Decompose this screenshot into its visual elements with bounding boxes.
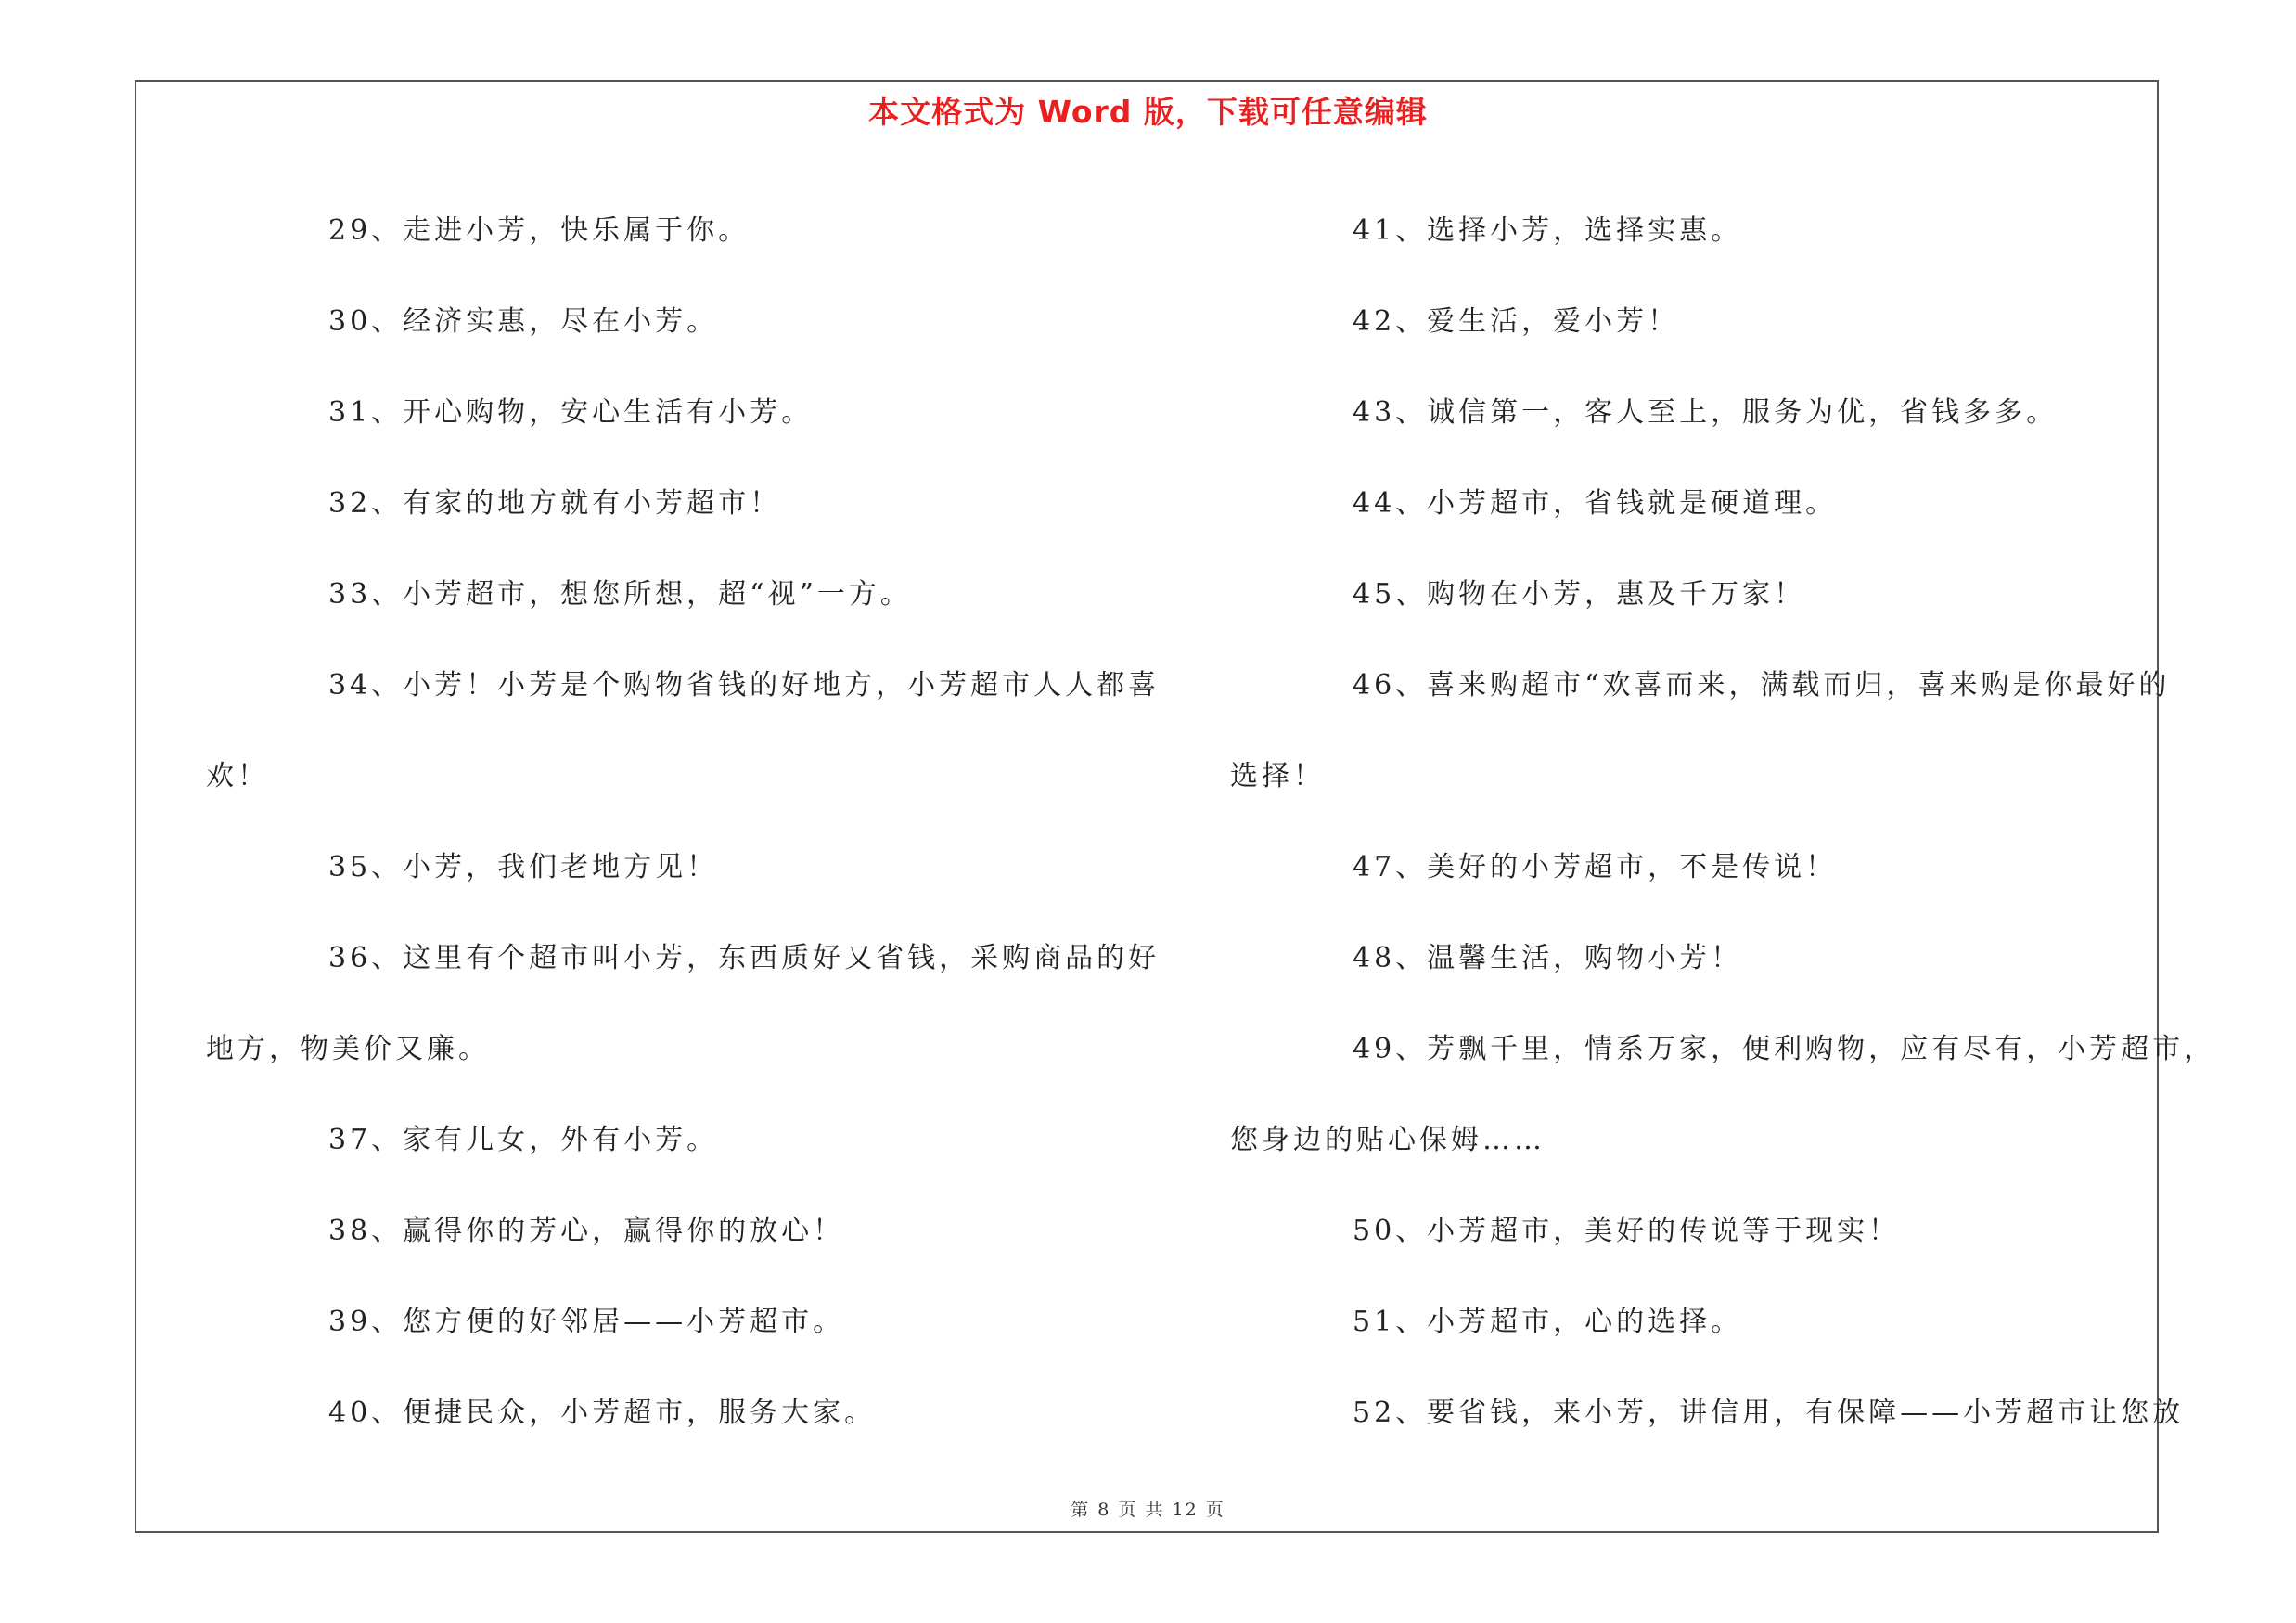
slogan-line: 36、这里有个超市叫小芳，东西质好又省钱，采购商品的好 — [328, 942, 1161, 974]
slogan-line: 31、开心购物，安心生活有小芳。 — [328, 396, 814, 429]
slogan-item — [1230, 1004, 2216, 1186]
slogan-line: 34、小芳！小芳是个购物省钱的好地方，小芳超市人人都喜 — [328, 669, 1161, 702]
slogan-item — [206, 549, 1134, 640]
right-column — [1230, 186, 2216, 1459]
slogan-item — [1230, 1186, 2158, 1277]
slogan-continuation-line: 欢！ — [206, 760, 269, 792]
slogan-item — [1230, 822, 2158, 913]
slogan-item — [206, 1095, 1134, 1186]
slogan-item — [206, 913, 1161, 1095]
slogan-item — [1230, 913, 2158, 1004]
slogan-item — [206, 640, 1161, 822]
slogan-item — [1230, 458, 2158, 549]
slogan-line: 43、诚信第一，客人至上，服务为优，省钱多多。 — [1353, 396, 2059, 429]
slogan-continuation-line: 地方，物美价又廉。 — [206, 1033, 490, 1065]
slogan-item — [1230, 640, 2171, 822]
slogan-line: 46、喜来购超市“欢喜而来，满载而归，喜来购是你最好的 — [1353, 669, 2171, 702]
slogan-line: 48、温馨生活，购物小芳！ — [1353, 942, 1743, 974]
slogan-line: 39、您方便的好邻居——小芳超市。 — [328, 1306, 845, 1338]
slogan-item — [206, 1368, 1134, 1459]
slogan-line: 44、小芳超市，省钱就是硬道理。 — [1353, 487, 1838, 520]
slogan-item — [206, 367, 1134, 458]
slogan-item — [1230, 1277, 2158, 1368]
slogan-line: 41、选择小芳，选择实惠。 — [1353, 214, 1743, 247]
slogan-line: 29、走进小芳，快乐属于你。 — [328, 214, 750, 247]
slogan-item — [206, 1277, 1134, 1368]
slogan-line: 47、美好的小芳超市，不是传说！ — [1353, 851, 1838, 883]
slogan-line: 49、芳飘千里，情系万家，便利购物，应有尽有，小芳超市， — [1353, 1033, 2216, 1065]
slogan-item — [1230, 1368, 2185, 1459]
slogan-item — [206, 186, 1134, 277]
slogan-line: 52、要省钱，来小芳，讲信用，有保障——小芳超市让您放 — [1353, 1397, 2185, 1429]
slogan-item — [206, 277, 1134, 367]
slogan-item — [206, 1186, 1134, 1277]
slogan-line: 45、购物在小芳，惠及千万家！ — [1353, 578, 1806, 611]
slogan-line: 37、家有儿女，外有小芳。 — [328, 1124, 719, 1156]
slogan-line: 50、小芳超市，美好的传说等于现实！ — [1353, 1215, 1901, 1247]
left-column — [206, 186, 1161, 1459]
slogan-item — [1230, 549, 2158, 640]
slogan-line: 42、爱生活，爱小芳！ — [1353, 305, 1680, 338]
slogan-line: 40、便捷民众，小芳超市，服务大家。 — [328, 1397, 877, 1429]
slogan-item — [1230, 367, 2158, 458]
page-number-footer: 第 8 页 共 12 页 — [1071, 1500, 1225, 1520]
slogan-line: 33、小芳超市，想您所想，超“视”一方。 — [328, 578, 912, 611]
slogan-item — [206, 822, 1134, 913]
slogan-line: 32、有家的地方就有小芳超市！ — [328, 487, 782, 520]
slogan-item — [206, 458, 1134, 549]
slogan-line: 38、赢得你的芳心，赢得你的放心！ — [328, 1215, 845, 1247]
slogan-line: 51、小芳超市，心的选择。 — [1353, 1306, 1743, 1338]
slogan-item — [1230, 186, 2158, 277]
slogan-item — [1230, 277, 2158, 367]
format-banner: 本文格式为 Word 版，下载可任意编辑 — [868, 94, 1428, 130]
slogan-line: 30、经济实惠，尽在小芳。 — [328, 305, 719, 338]
slogan-continuation-line: 选择！ — [1230, 760, 1325, 792]
slogan-line: 35、小芳，我们老地方见！ — [328, 851, 719, 883]
slogan-continuation-line: 您身边的贴心保姆…… — [1230, 1124, 1546, 1156]
